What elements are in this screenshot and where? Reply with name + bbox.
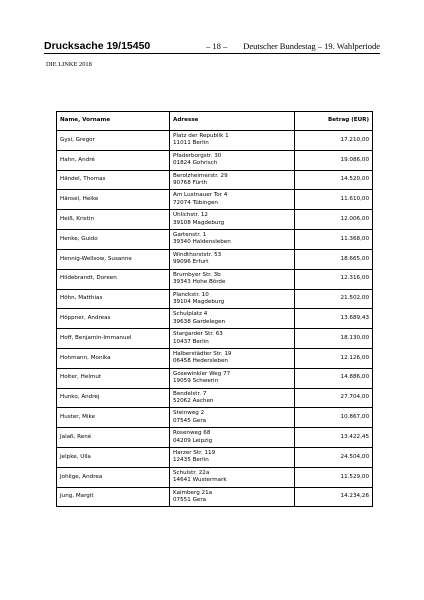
cell-amount: 14.886,00 (295, 368, 373, 388)
cell-address (170, 348, 295, 368)
table-row (57, 309, 373, 329)
cell-amount: 27.704,00 (295, 388, 373, 408)
table-row (57, 348, 373, 368)
address-street: Uhlichstr. 12 (173, 212, 208, 219)
donor-table (56, 111, 373, 507)
address-street: Steinweg 2 (173, 410, 205, 417)
document-id-number: 15450 (121, 40, 151, 52)
address-city: 14641 Wustermark (173, 477, 227, 484)
cell-address (170, 329, 295, 349)
header-amount: Betrag (EUR) (295, 112, 373, 131)
address-city: 72074 Tübingen (173, 199, 218, 206)
cell-address (170, 269, 295, 289)
address-street: Planckstr. 10 (173, 291, 209, 298)
cell-name: Huster, Mike (57, 408, 170, 428)
address-city: 19059 Schwerin (173, 378, 219, 385)
table-row (57, 448, 373, 468)
address-street: Am Lustnauer Tor 4 (173, 192, 228, 199)
header-address: Adresse (170, 112, 295, 131)
address-city: 12435 Berlin (173, 457, 209, 464)
address-city: 04209 Leipzig (173, 437, 213, 444)
cell-address (170, 289, 295, 309)
address-city: 07545 Gera (173, 417, 207, 424)
address-city: 99096 Erfurt (173, 259, 209, 266)
address-street: Harzer Str. 119 (173, 450, 216, 456)
table-body (57, 131, 373, 507)
cell-name: Holter, Helmut (57, 368, 170, 388)
cell-address (170, 309, 295, 329)
cell-address (170, 467, 295, 487)
address-street: Schulplatz 4 (173, 311, 208, 318)
cell-amount: 12.126,00 (295, 348, 373, 368)
cell-amount: 17.210,00 (295, 131, 373, 151)
address-city: 52062 Aachen (173, 397, 214, 404)
cell-name: Gysi, Gregor (57, 131, 170, 151)
table-row (57, 467, 373, 487)
table-row (57, 289, 373, 309)
cell-name: Hennig-Wellsow, Susanne (57, 249, 170, 269)
cell-name: Hunko, Andrej (57, 388, 170, 408)
table-row (57, 230, 373, 250)
cell-address (170, 150, 295, 170)
cell-name: Henke, Guido (57, 230, 170, 250)
cell-amount: 18.130,00 (295, 329, 373, 349)
table-row (57, 269, 373, 289)
address-city: 39108 Magdeburg (173, 219, 225, 226)
table-row (57, 388, 373, 408)
cell-name: Höhn, Matthias (57, 289, 170, 309)
cell-amount: 13.422,45 (295, 428, 373, 448)
header-rule (44, 53, 380, 54)
cell-amount: 12.316,00 (295, 269, 373, 289)
cell-amount: 24.504,00 (295, 448, 373, 468)
party-year: DIE LINKE 2018 (46, 61, 92, 68)
cell-address (170, 230, 295, 250)
address-street: Bendelstr. 7 (173, 390, 207, 397)
address-street: Schulstr. 22a (173, 469, 210, 476)
header-name: Name, Vorname (57, 112, 170, 131)
cell-amount: 10.867,00 (295, 408, 373, 428)
address-city: 01824 Gohrisch (173, 160, 218, 167)
address-city: 39104 Magdeburg (173, 298, 225, 305)
cell-amount: 14.520,00 (295, 170, 373, 190)
cell-address (170, 190, 295, 210)
cell-name: Höppner, Andreas (57, 309, 170, 329)
address-street: Halberstädter Str. 19 (173, 350, 232, 357)
cell-amount: 13.689,43 (295, 309, 373, 329)
address-city: 06458 Hedersleben (173, 358, 228, 365)
document-id-prefix: Drucksache 19/ (44, 40, 122, 52)
cell-amount: 19.086,00 (295, 150, 373, 170)
page-number: – 18 – (206, 41, 228, 51)
address-city: 07551 Gera (173, 497, 207, 504)
cell-address (170, 408, 295, 428)
cell-name: Händel, Thomas (57, 170, 170, 190)
cell-address (170, 210, 295, 230)
cell-address (170, 448, 295, 468)
address-city: 90768 Fürth (173, 180, 208, 187)
address-city: 39343 Hohe Börde (173, 279, 226, 286)
document-id (44, 40, 150, 52)
table-header-row (57, 112, 373, 131)
address-street: Berolzheimerstr. 29 (173, 172, 228, 179)
address-street: Gosewinkler Weg 77 (173, 370, 231, 377)
parliament-title: Deutscher Bundestag – 19. Wahlperiode (243, 41, 380, 51)
table-row (57, 170, 373, 190)
address-street: Platz der Republik 1 (173, 133, 229, 139)
cell-name: Hoff, Benjamin-Immanuel (57, 329, 170, 349)
cell-address (170, 487, 295, 507)
table-row (57, 131, 373, 151)
cell-amount: 11.610,00 (295, 190, 373, 210)
address-street: Windthorststr. 53 (173, 251, 222, 258)
table-row (57, 190, 373, 210)
cell-name: Jelpke, Ulla (57, 448, 170, 468)
address-street: Gartenstr. 1 (173, 232, 207, 239)
table-row (57, 408, 373, 428)
address-city: 11011 Berlin (173, 140, 209, 147)
cell-amount: 11.368,00 (295, 230, 373, 250)
address-street: Pfaderborgstr. 30 (173, 152, 222, 159)
table-row (57, 329, 373, 349)
table-row (57, 150, 373, 170)
cell-name: Heiß, Kristin (57, 210, 170, 230)
page-header (44, 40, 380, 54)
table-row (57, 249, 373, 269)
table-row (57, 428, 373, 448)
cell-address (170, 388, 295, 408)
cell-address (170, 170, 295, 190)
cell-name: Johlige, Andrea (57, 467, 170, 487)
cell-amount: 14.234,26 (295, 487, 373, 507)
cell-name: Hahn, André (57, 150, 170, 170)
cell-name: Jalaß, René (57, 428, 170, 448)
cell-name: Jung, Margit (57, 487, 170, 507)
address-street: Rosenweg 68 (173, 430, 211, 437)
table-row (57, 210, 373, 230)
cell-name: Hohmann, Monika (57, 348, 170, 368)
address-street: Brumbyer Str. 3b (173, 271, 221, 278)
cell-amount: 21.502,00 (295, 289, 373, 309)
cell-amount: 18.665,00 (295, 249, 373, 269)
table-row (57, 487, 373, 507)
cell-address (170, 428, 295, 448)
address-street: Stargarder Str. 63 (173, 331, 223, 338)
cell-address (170, 249, 295, 269)
table-row (57, 368, 373, 388)
cell-address (170, 131, 295, 151)
address-city: 10437 Berlin (173, 338, 209, 345)
cell-amount: 11.529,00 (295, 467, 373, 487)
address-street: Kaimberg 21a (173, 489, 213, 496)
cell-amount: 12.006,00 (295, 210, 373, 230)
cell-name: Hänsel, Heike (57, 190, 170, 210)
address-city: 39340 Haldensleben (173, 239, 231, 246)
address-city: 39638 Gardelegen (173, 318, 226, 325)
cell-address (170, 368, 295, 388)
cell-name: Hildebrandt, Doreen (57, 269, 170, 289)
